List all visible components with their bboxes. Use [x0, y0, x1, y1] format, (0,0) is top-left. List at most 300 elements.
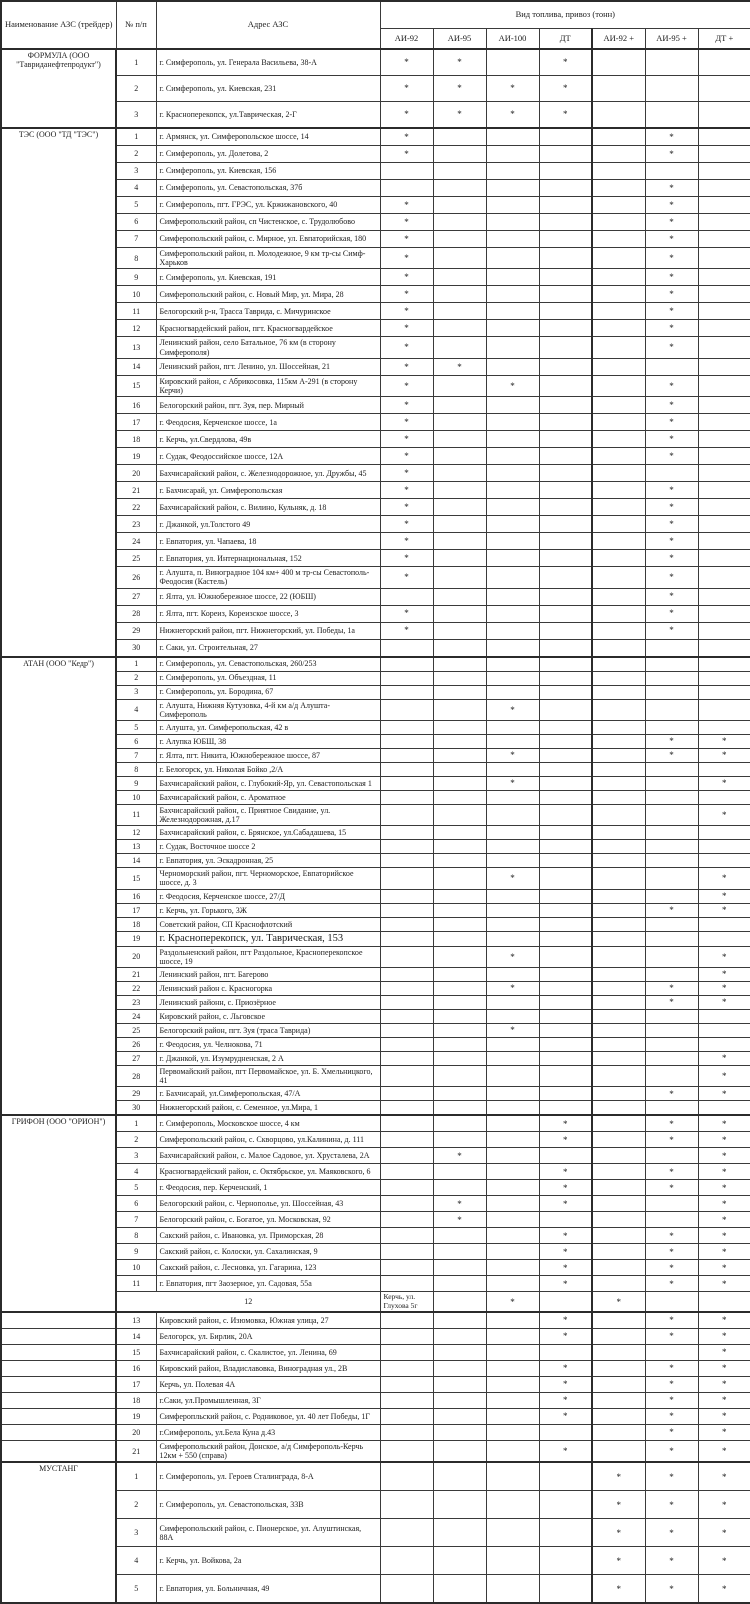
fuel-empty-cell	[486, 1276, 539, 1292]
fuel-empty-cell	[645, 946, 698, 967]
fuel-empty-cell	[380, 968, 433, 982]
fuel-empty-cell	[539, 699, 592, 720]
fuel-empty-cell	[486, 790, 539, 804]
fuel-empty-cell	[592, 448, 645, 465]
fuel-empty-cell	[433, 1344, 486, 1360]
fuel-empty-cell	[592, 1010, 645, 1024]
fuel-empty-cell	[539, 180, 592, 197]
fuel-empty-cell	[539, 1424, 592, 1440]
address-cell: Ленинский район с. Красногорка	[156, 982, 380, 996]
fuel-empty-cell	[486, 499, 539, 516]
address-cell: Белогорский р-н, Трасса Таврида, с. Мичуринское	[156, 303, 380, 320]
fuel-empty-cell	[698, 163, 750, 180]
fuel-mark-cell: *	[380, 214, 433, 231]
fuel-empty-cell	[698, 790, 750, 804]
fuel-empty-cell	[433, 776, 486, 790]
fuel-empty-cell	[592, 1344, 645, 1360]
row-number-cell: 26	[116, 567, 156, 588]
fuel-empty-cell	[486, 269, 539, 286]
trader-empty-cell	[1, 1360, 116, 1376]
fuel-mark-cell: *	[645, 1462, 698, 1491]
row-number-cell: 12	[116, 1292, 380, 1312]
fuel-empty-cell	[433, 1260, 486, 1276]
address-cell: Симферопольский район, п. Молодежное, 9 км тр-сы Симф-Харьков	[156, 248, 380, 269]
fuel-mark-cell: *	[380, 605, 433, 622]
fuel-mark-cell: *	[645, 128, 698, 146]
fuel-empty-cell	[592, 982, 645, 996]
fuel-empty-cell	[698, 102, 750, 129]
fuel-empty-cell	[592, 180, 645, 197]
fuel-empty-cell	[433, 1408, 486, 1424]
fuel-empty-cell	[486, 671, 539, 685]
fuel-empty-cell	[433, 1575, 486, 1604]
fuel-empty-cell	[539, 1024, 592, 1038]
fuel-empty-cell	[698, 337, 750, 358]
fuel-empty-cell	[380, 1244, 433, 1260]
fuel-mark-cell: *	[698, 1115, 750, 1132]
fuel-empty-cell	[486, 1462, 539, 1491]
fuel-mark-cell: *	[698, 1087, 750, 1101]
fuel-empty-cell	[380, 1376, 433, 1392]
fuel-empty-cell	[698, 1010, 750, 1024]
fuel-mark-cell: *	[698, 968, 750, 982]
fuel-empty-cell	[698, 286, 750, 303]
fuel-empty-cell	[592, 720, 645, 734]
address-cell: г. Ялта, пгт. Никита, Южнобережное шоссе, 87	[156, 748, 380, 762]
fuel-col-header: АИ-95 +	[645, 29, 698, 50]
fuel-mark-cell: *	[645, 748, 698, 762]
fuel-empty-cell	[380, 776, 433, 790]
fuel-empty-cell	[592, 854, 645, 868]
fuel-empty-cell	[380, 854, 433, 868]
address-cell: г. Ялта, ул. Южнобережное шоссе, 22 (ЮБШ)	[156, 588, 380, 605]
row-number-cell: 8	[116, 248, 156, 269]
fuel-empty-cell	[486, 1519, 539, 1547]
fuel-empty-cell	[433, 248, 486, 269]
fuel-mark-cell: *	[539, 1196, 592, 1212]
fuel-mark-cell: *	[380, 567, 433, 588]
row-number-cell: 18	[116, 431, 156, 448]
fuel-empty-cell	[539, 337, 592, 358]
fuel-empty-cell	[486, 414, 539, 431]
fuel-mark-cell: *	[380, 622, 433, 639]
address-cell: г. Ялта, пгт. Кореиз, Кореизское шоссе, 3	[156, 605, 380, 622]
fuel-mark-cell: *	[645, 397, 698, 414]
fuel-col-header: АИ-92 +	[592, 29, 645, 50]
fuel-empty-cell	[592, 903, 645, 917]
header-row-number: № п/п	[116, 1, 156, 49]
trader-empty-cell	[1, 1424, 116, 1440]
fuel-mark-cell: *	[539, 49, 592, 76]
fuel-empty-cell	[380, 720, 433, 734]
fuel-mark-cell: *	[380, 397, 433, 414]
fuel-mark-cell: *	[486, 946, 539, 967]
address-cell: Бахчисарайский район, с. Брянское, ул.Сабадашева, 15	[156, 826, 380, 840]
address-cell: Бахчисарайский район, с. Приятное Свидание, ул. Железнодорожная, д.17	[156, 804, 380, 825]
fuel-mark-cell: *	[645, 1228, 698, 1244]
address-cell: г. Феодосия, пер. Керченский, 1	[156, 1180, 380, 1196]
fuel-empty-cell	[486, 248, 539, 269]
fuel-mark-cell: *	[698, 1424, 750, 1440]
fuel-empty-cell	[486, 1424, 539, 1440]
fuel-mark-cell: *	[539, 1440, 592, 1462]
fuel-empty-cell	[592, 996, 645, 1010]
row-number-cell: 9	[116, 269, 156, 286]
row-number-cell: 11	[116, 1276, 156, 1292]
fuel-empty-cell	[433, 790, 486, 804]
row-number-cell: 12	[116, 320, 156, 337]
row-number-cell: 30	[116, 1101, 156, 1116]
address-cell: Бахчисарайский район, с. Глубокий-Яр, ул. Севастопольская 1	[156, 776, 380, 790]
fuel-empty-cell	[433, 840, 486, 854]
address-cell: г. Симферополь, ул. Севастопольская, 37б	[156, 180, 380, 197]
address-cell: г. Керчь, ул.Свердлова, 49в	[156, 431, 380, 448]
fuel-empty-cell	[592, 1115, 645, 1132]
row-number-cell: 24	[116, 533, 156, 550]
fuel-empty-cell	[380, 657, 433, 672]
fuel-mark-cell: *	[645, 605, 698, 622]
fuel-empty-cell	[433, 1115, 486, 1132]
fuel-empty-cell	[433, 1228, 486, 1244]
fuel-empty-cell	[486, 1101, 539, 1116]
address-cell: г. Алушта, п. Виноградное 104 км+ 400 м тр-сы Севастополь-Феодосия (Кастель)	[156, 567, 380, 588]
row-number-cell: 25	[116, 1024, 156, 1038]
fuel-empty-cell	[433, 1519, 486, 1547]
fuel-empty-cell	[486, 1087, 539, 1101]
fuel-empty-cell	[433, 639, 486, 657]
fuel-empty-cell	[380, 1024, 433, 1038]
fuel-empty-cell	[592, 968, 645, 982]
fuel-empty-cell	[592, 499, 645, 516]
fuel-mark-cell: *	[380, 76, 433, 102]
row-number-cell: 3	[116, 1148, 156, 1164]
fuel-empty-cell	[380, 1066, 433, 1087]
fuel-empty-cell	[698, 197, 750, 214]
row-number-cell: 8	[116, 762, 156, 776]
fuel-mark-cell: *	[380, 533, 433, 550]
fuel-mark-cell: *	[645, 1312, 698, 1329]
fuel-empty-cell	[433, 163, 486, 180]
address-cell: Керчь, ул. Полевая 4А	[156, 1376, 380, 1392]
fuel-empty-cell	[592, 1087, 645, 1101]
fuel-empty-cell	[539, 1010, 592, 1024]
fuel-mark-cell: *	[698, 734, 750, 748]
fuel-mark-cell: *	[698, 748, 750, 762]
trader-name-cell: ФОРМУЛА (ООО "Тавриданефтепродукт")	[1, 49, 116, 128]
fuel-empty-cell	[592, 465, 645, 482]
fuel-mark-cell: *	[698, 1164, 750, 1180]
row-number-cell: 28	[116, 605, 156, 622]
fuel-empty-cell	[486, 931, 539, 946]
fuel-mark-cell: *	[698, 1148, 750, 1164]
fuel-empty-cell	[592, 889, 645, 903]
fuel-empty-cell	[380, 699, 433, 720]
fuel-mark-cell: *	[645, 499, 698, 516]
row-number-cell: 13	[116, 840, 156, 854]
fuel-empty-cell	[433, 1292, 486, 1312]
row-number-cell: 6	[116, 214, 156, 231]
fuel-empty-cell	[486, 180, 539, 197]
fuel-empty-cell	[380, 671, 433, 685]
address-cell: Ленинский район, село Батальное, 76 км (в сторону Симферополя)	[156, 337, 380, 358]
fuel-empty-cell	[645, 889, 698, 903]
fuel-empty-cell	[592, 1408, 645, 1424]
fuel-mark-cell: *	[645, 533, 698, 550]
fuel-empty-cell	[698, 214, 750, 231]
fuel-empty-cell	[645, 163, 698, 180]
station-row	[1, 49, 750, 76]
fuel-empty-cell	[592, 734, 645, 748]
fuel-empty-cell	[486, 163, 539, 180]
fuel-empty-cell	[539, 231, 592, 248]
fuel-empty-cell	[592, 1312, 645, 1329]
fuel-empty-cell	[486, 286, 539, 303]
fuel-empty-cell	[698, 146, 750, 163]
fuel-empty-cell	[539, 734, 592, 748]
trader-name-cell: ТЭС (ООО "ТД "ТЭС")	[1, 128, 116, 657]
fuel-empty-cell	[433, 1392, 486, 1408]
row-number-cell: 2	[116, 76, 156, 102]
fuel-mark-cell: *	[380, 550, 433, 567]
row-number-cell: 2	[116, 146, 156, 163]
fuel-empty-cell	[380, 1087, 433, 1101]
fuel-mark-cell: *	[645, 248, 698, 269]
fuel-empty-cell	[592, 762, 645, 776]
fuel-empty-cell	[433, 968, 486, 982]
fuel-empty-cell	[539, 214, 592, 231]
fuel-empty-cell	[592, 1228, 645, 1244]
fuel-empty-cell	[539, 128, 592, 146]
fuel-empty-cell	[539, 622, 592, 639]
fuel-empty-cell	[698, 465, 750, 482]
fuel-mark-cell: *	[539, 76, 592, 102]
fuel-empty-cell	[645, 917, 698, 931]
fuel-empty-cell	[592, 303, 645, 320]
fuel-empty-cell	[486, 337, 539, 358]
address-cell: Симферопольский район, с. Пионерское, ул. Алуштинская, 88А	[156, 1519, 380, 1547]
fuel-empty-cell	[380, 790, 433, 804]
fuel-empty-cell	[698, 76, 750, 102]
row-number-cell: 15	[116, 375, 156, 396]
fuel-mark-cell: *	[645, 1408, 698, 1424]
row-number-cell: 4	[116, 699, 156, 720]
fuel-empty-cell	[433, 917, 486, 931]
fuel-empty-cell	[486, 1196, 539, 1212]
fuel-empty-cell	[539, 146, 592, 163]
fuel-empty-cell	[433, 269, 486, 286]
fuel-mark-cell: *	[698, 946, 750, 967]
fuel-empty-cell	[380, 1212, 433, 1228]
fuel-empty-cell	[486, 482, 539, 499]
fuel-empty-cell	[433, 734, 486, 748]
fuel-empty-cell	[645, 102, 698, 129]
fuel-empty-cell	[645, 854, 698, 868]
fuel-mark-cell: *	[698, 1408, 750, 1424]
fuel-empty-cell	[433, 128, 486, 146]
fuel-empty-cell	[380, 868, 433, 889]
row-number-cell: 27	[116, 1052, 156, 1066]
fuel-empty-cell	[645, 699, 698, 720]
fuel-empty-cell	[592, 320, 645, 337]
fuel-empty-cell	[592, 1424, 645, 1440]
fuel-empty-cell	[486, 550, 539, 567]
fuel-empty-cell	[380, 639, 433, 657]
fuel-mark-cell: *	[645, 1328, 698, 1344]
fuel-empty-cell	[433, 397, 486, 414]
fuel-mark-cell: *	[380, 248, 433, 269]
row-number-cell: 15	[116, 1344, 156, 1360]
fuel-empty-cell	[592, 1392, 645, 1408]
fuel-empty-cell	[486, 1212, 539, 1228]
fuel-empty-cell	[380, 804, 433, 825]
fuel-empty-cell	[433, 699, 486, 720]
fuel-empty-cell	[592, 790, 645, 804]
fuel-empty-cell	[539, 903, 592, 917]
address-cell: г. Евпатория, ул. Больничная, 49	[156, 1575, 380, 1604]
fuel-empty-cell	[698, 671, 750, 685]
fuel-empty-cell	[539, 1038, 592, 1052]
fuel-empty-cell	[433, 748, 486, 762]
fuel-empty-cell	[486, 1228, 539, 1244]
fuel-empty-cell	[539, 1148, 592, 1164]
fuel-mark-cell: *	[645, 903, 698, 917]
fuel-empty-cell	[433, 197, 486, 214]
fuel-empty-cell	[698, 917, 750, 931]
station-row	[1, 1376, 750, 1392]
fuel-empty-cell	[539, 320, 592, 337]
fuel-empty-cell	[592, 1276, 645, 1292]
fuel-empty-cell	[380, 840, 433, 854]
fuel-empty-cell	[433, 1164, 486, 1180]
fuel-col-header: АИ-100	[486, 29, 539, 50]
fuel-empty-cell	[486, 1052, 539, 1066]
trader-empty-cell	[1, 1376, 116, 1392]
fuel-empty-cell	[592, 826, 645, 840]
fuel-empty-cell	[592, 128, 645, 146]
fuel-empty-cell	[539, 465, 592, 482]
address-cell: г. Судак, Восточное шоссе 2	[156, 840, 380, 854]
fuel-empty-cell	[539, 1344, 592, 1360]
fuel-mark-cell: *	[592, 1547, 645, 1575]
fuel-empty-cell	[592, 1148, 645, 1164]
address-cell: г.Симферополь, ул.Бела Куна д.43	[156, 1424, 380, 1440]
fuel-mark-cell: *	[645, 214, 698, 231]
fuel-mark-cell: *	[698, 804, 750, 825]
fuel-mark-cell: *	[539, 1392, 592, 1408]
fuel-col-header: ДТ	[539, 29, 592, 50]
fuel-empty-cell	[698, 550, 750, 567]
fuel-mark-cell: *	[645, 431, 698, 448]
fuel-mark-cell: *	[698, 1312, 750, 1329]
fuel-mark-cell: *	[539, 1180, 592, 1196]
fuel-empty-cell	[592, 1196, 645, 1212]
fuel-empty-cell	[698, 588, 750, 605]
row-number-cell: 28	[116, 1066, 156, 1087]
fuel-empty-cell	[592, 567, 645, 588]
fuel-empty-cell	[433, 671, 486, 685]
row-number-cell: 12	[116, 826, 156, 840]
fuel-empty-cell	[433, 567, 486, 588]
fuel-empty-cell	[539, 1575, 592, 1604]
fuel-empty-cell	[486, 720, 539, 734]
address-cell: Нижнегорский район, с. Семенное, ул.Мира, 1	[156, 1101, 380, 1116]
fuel-empty-cell	[645, 931, 698, 946]
fuel-empty-cell	[698, 180, 750, 197]
row-number-cell: 13	[116, 1312, 156, 1329]
fuel-empty-cell	[380, 889, 433, 903]
fuel-empty-cell	[380, 903, 433, 917]
fuel-empty-cell	[486, 431, 539, 448]
address-cell: г. Керчь, ул. Горького, 3Ж	[156, 903, 380, 917]
address-cell: г. Евпатория, пгт Заозерное, ул. Садовая, 55а	[156, 1276, 380, 1292]
fuel-empty-cell	[592, 1440, 645, 1462]
fuel-empty-cell	[380, 1424, 433, 1440]
fuel-empty-cell	[433, 1010, 486, 1024]
fuel-empty-cell	[433, 375, 486, 396]
fuel-empty-cell	[486, 996, 539, 1010]
fuel-empty-cell	[539, 397, 592, 414]
address-cell: Красногвардейский район, с. Октябрьское, ул. Маяковского, 6	[156, 1164, 380, 1180]
fuel-empty-cell	[380, 1440, 433, 1462]
fuel-empty-cell	[539, 550, 592, 567]
fuel-mark-cell: *	[486, 776, 539, 790]
header-trader: Наименование АЗС (трейдер)	[1, 1, 116, 49]
fuel-empty-cell	[645, 1010, 698, 1024]
row-number-cell: 21	[116, 1440, 156, 1462]
fuel-empty-cell	[486, 1491, 539, 1519]
address-cell: г. Красноперекопск, ул.Таврическая, 2-Г	[156, 102, 380, 129]
fuel-empty-cell	[486, 917, 539, 931]
fuel-empty-cell	[433, 1101, 486, 1116]
address-cell: г. Симферополь, пгт. ГРЭС, ул. Кржижановского, 40	[156, 197, 380, 214]
fuel-empty-cell	[698, 516, 750, 533]
fuel-mark-cell: *	[645, 622, 698, 639]
address-cell: Сакский район, с. Лесновка, ул. Гагарина, 123	[156, 1260, 380, 1276]
fuel-empty-cell	[645, 1292, 698, 1312]
row-number-cell: 2	[116, 671, 156, 685]
fuel-empty-cell	[592, 868, 645, 889]
fuel-mark-cell: *	[380, 197, 433, 214]
fuel-empty-cell	[433, 214, 486, 231]
station-rows	[1, 49, 750, 1603]
fuel-mark-cell: *	[592, 1462, 645, 1491]
row-number-cell: 19	[116, 448, 156, 465]
fuel-mark-cell: *	[486, 102, 539, 129]
row-number-cell: 4	[116, 1547, 156, 1575]
fuel-mark-cell: *	[698, 1360, 750, 1376]
fuel-mark-cell: *	[645, 996, 698, 1010]
fuel-empty-cell	[380, 946, 433, 967]
trader-name-cell: АТАН (ООО "Кедр")	[1, 657, 116, 1116]
fuel-empty-cell	[486, 358, 539, 375]
fuel-mark-cell: *	[698, 982, 750, 996]
fuel-mark-cell: *	[645, 1424, 698, 1440]
row-number-cell: 3	[116, 102, 156, 129]
address-cell: г. Симферополь, ул. Долетова, 2	[156, 146, 380, 163]
fuel-empty-cell	[539, 533, 592, 550]
fuel-empty-cell	[592, 414, 645, 431]
fuel-mark-cell: *	[539, 1115, 592, 1132]
address-cell: г. Симферополь, ул. Объездная, 11	[156, 671, 380, 685]
fuel-empty-cell	[539, 996, 592, 1010]
fuel-mark-cell: *	[433, 102, 486, 129]
fuel-empty-cell	[592, 1328, 645, 1344]
fuel-empty-cell	[486, 1360, 539, 1376]
fuel-mark-cell: *	[539, 1164, 592, 1180]
fuel-mark-cell: *	[698, 1052, 750, 1066]
fuel-empty-cell	[433, 1180, 486, 1196]
fuel-mark-cell: *	[380, 269, 433, 286]
